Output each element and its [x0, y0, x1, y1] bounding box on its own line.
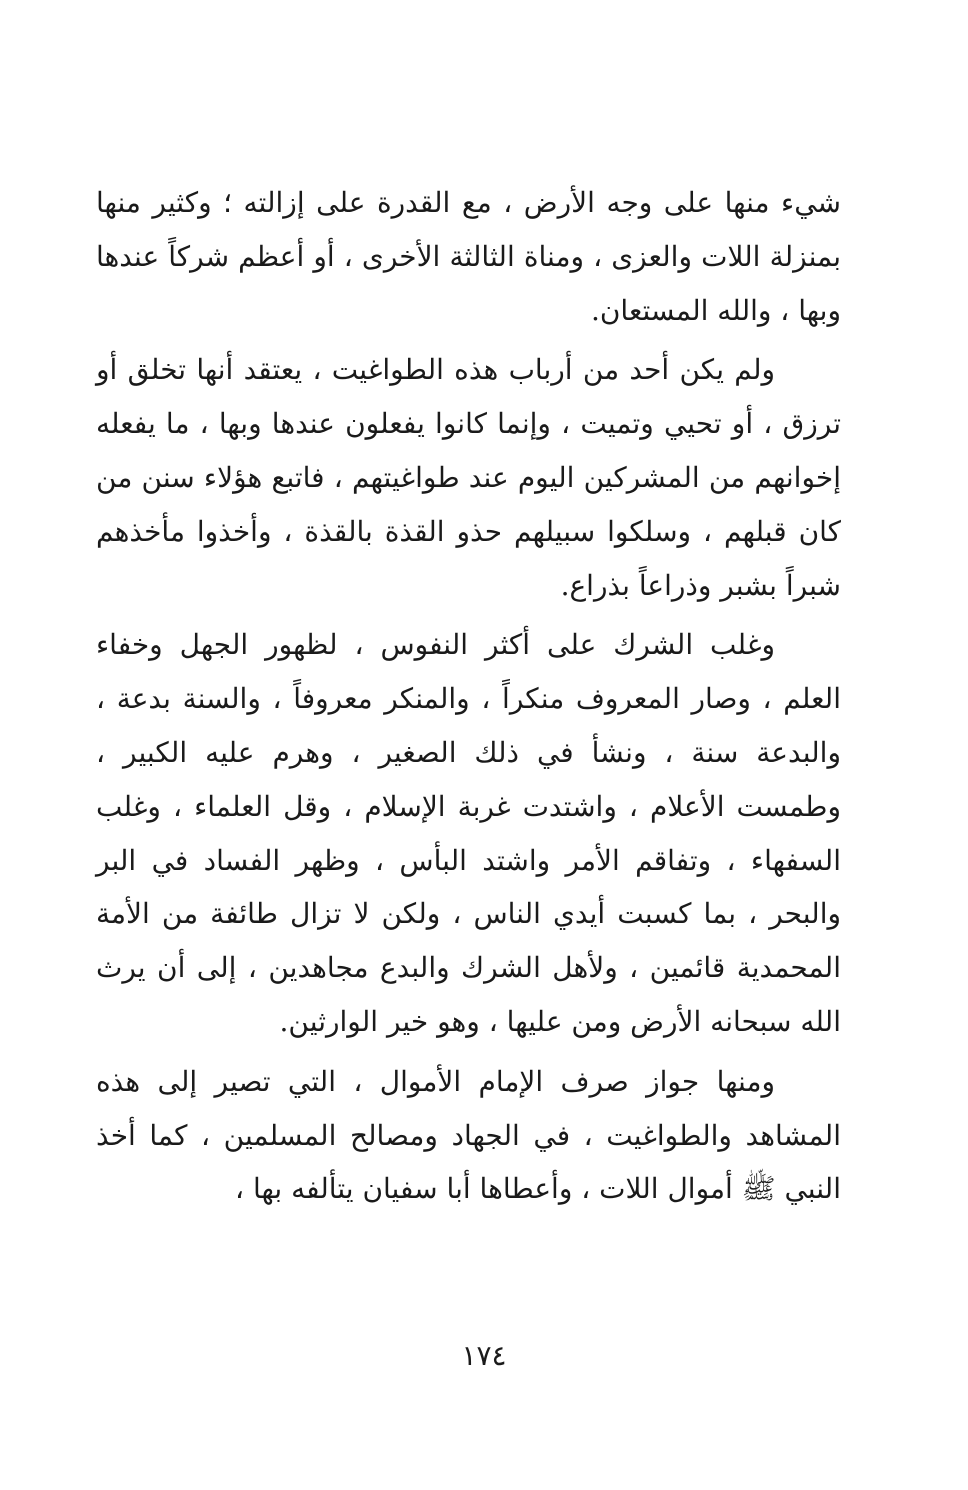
- page-number: ١٧٤: [461, 1339, 507, 1372]
- paragraph-idolaters-belief: ولم يكن أحد من أرباب هذه الطواغيت ، يعتقد أنها تخلق أو ترزق ، أو تحيي وتميت ، وإنما كانوا يفعلون عندها وبها ، ما يفعله إخوانهم من المشركين اليوم عند طواغيتهم ، فاتبع هؤلاء سنن من كان قبلهم ، وسلكوا سبيلهم حذو القذة بالقذة ، وأخذوا مأخذهم شبراً بشبر وذراعاً بذراع.: [96, 353, 841, 602]
- paragraph-spread-of-shirk: وغلب الشرك على أكثر النفوس ، لظهور الجهل وخفاء العلم ، وصار المعروف منكراً ، والمنكر معروفاً ، والسنة بدعة ، والبدعة سنة ، ونشأ في ذلك الصغير ، وهرم عليه الكبير ، وطمست الأعلام ، واشتدت غربة الإسلام ، وقل العلماء ، وغلب السفهاء ، وتفاقم الأمر واشتد البأس ، وظهر الفساد في البر والبحر ، بما كسبت أيدي الناس ، ولكن لا تزال طائفة من الأمة المحمدية قائمين ، ولأهل الشرك والبدع مجاهدين ، إلى أن يرث الله سبحانه الأرض ومن عليها ، وهو خير الوارثين.: [96, 628, 841, 1038]
- body-text: [96, 176, 841, 1216]
- paragraph-imam-wealth: ومنها جواز صرف الإمام الأموال ، التي تصير إلى هذه المشاهد والطواغيت ، في الجهاد ومصالح المسلمين ، كما أخذ النبي ﷺ أموال اللات ، وأعطاها أبا سفيان يتألفه بها ،: [96, 1064, 841, 1206]
- paragraph-continuation: شيء منها على وجه الأرض ، مع القدرة على إزالته ؛ وكثير منها بمنزلة اللات والعزى ، ومناة الثالثة الأخرى ، أو أعظم شركاً عندها وبها ، والله المستعان.: [96, 186, 841, 327]
